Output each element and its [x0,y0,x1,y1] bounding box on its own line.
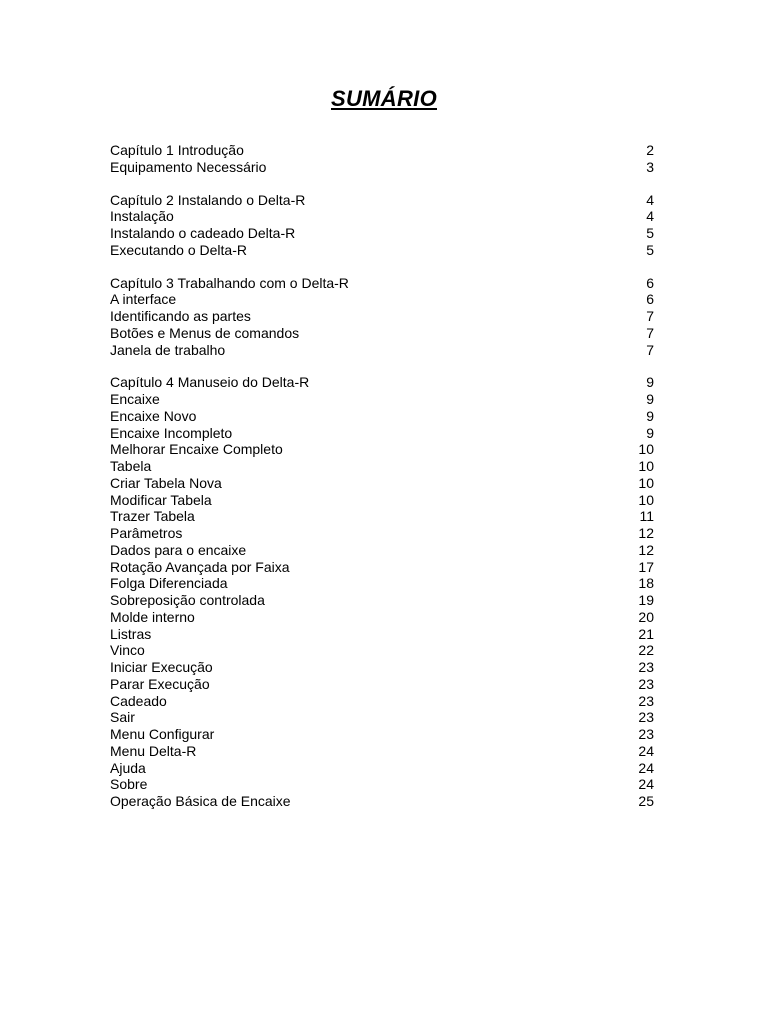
toc-entry-label: Encaixe [110,391,160,407]
toc-entry-label: Capítulo 4 Manuseio do Delta-R [110,374,310,391]
toc-entry [110,425,654,442]
toc-entry-label: Parâmetros [110,525,183,541]
toc-entry-label: Parar Execução [110,675,210,692]
toc-entry-page-number: 24 [638,742,654,759]
toc-entry-page-number: 11 [639,508,654,525]
toc-entry-label: Menu Delta-R [110,742,197,759]
toc-entry-page-number: 20 [638,608,654,625]
toc-entry [110,575,654,592]
toc-entry-page-number: 7 [646,341,654,358]
toc-entry [110,709,654,726]
toc-entry [110,275,654,292]
toc-entry-page-number: 5 [646,225,654,241]
toc-entry-label: Janela de trabalho [110,341,226,358]
toc-entry-page-number: 9 [646,391,654,407]
toc-entry-page-number: 23 [638,675,654,692]
toc-entry-label: Sobreposição controlada [110,592,265,608]
toc-section [110,192,654,259]
toc-entry-page-number: 18 [638,575,654,592]
toc-entry [110,626,654,643]
toc-entry-label: Encaixe Novo [110,407,197,424]
toc-entry [110,525,654,542]
toc-entry [110,408,654,425]
toc-entry [110,159,654,176]
toc-entry-page-number: 10 [638,458,654,474]
toc-entry [110,642,654,659]
toc-entry-page-number: 6 [646,291,654,308]
toc-entry [110,659,654,676]
toc-entry-label: Melhorar Encaixe Completo [110,441,283,458]
toc-entry-page-number: 9 [646,374,654,391]
toc-entry-label: Instalando o cadeado Delta-R [110,225,296,241]
toc-entry [110,342,654,359]
toc-entry [110,693,654,710]
toc-entry [110,559,654,576]
toc-entry-label: Tabela [110,458,152,474]
toc-entry-label: Rotação Avançada por Faixa [110,558,290,575]
table-of-contents [110,142,654,826]
toc-entry [110,542,654,559]
toc-entry-label: Cadeado [110,692,167,709]
toc-entry-label: Listras [110,625,152,642]
toc-entry [110,508,654,525]
toc-section [110,142,654,176]
toc-entry [110,609,654,626]
toc-entry [110,325,654,342]
toc-entry-label: Encaixe Incompleto [110,424,233,441]
toc-entry [110,291,654,308]
toc-entry-page-number: 10 [638,474,654,491]
toc-entry [110,192,654,209]
toc-entry-label: Operação Básica de Encaixe [110,793,291,809]
toc-entry-label: A interface [110,291,177,308]
toc-entry-label: Capítulo 1 Introdução [110,142,244,158]
toc-entry-label: Folga Diferenciada [110,575,228,592]
toc-entry-label: Ajuda [110,759,146,776]
toc-entry-page-number: 24 [638,776,654,793]
toc-entry [110,793,654,810]
toc-entry-label: Vinco [110,642,145,659]
toc-entry [110,475,654,492]
toc-entry-page-number: 24 [638,759,654,776]
toc-entry [110,308,654,325]
toc-entry-label: Molde interno [110,608,195,625]
toc-section [110,374,654,810]
toc-entry-page-number: 19 [638,592,654,608]
toc-entry [110,592,654,609]
toc-entry-page-number: 3 [646,158,654,175]
toc-entry-label: Dados para o encaixe [110,541,247,558]
toc-entry-label: Modificar Tabela [110,491,212,508]
toc-entry-page-number: 25 [638,793,654,809]
toc-entry-page-number: 23 [638,726,654,742]
toc-entry-page-number: 12 [638,525,654,541]
toc-entry [110,391,654,408]
toc-entry [110,760,654,777]
toc-entry-page-number: 7 [646,308,654,324]
toc-entry-page-number: 21 [638,625,654,642]
toc-entry [110,492,654,509]
toc-entry-page-number: 9 [646,407,654,424]
toc-entry [110,374,654,391]
toc-entry-label: Capítulo 2 Instalando o Delta-R [110,191,306,208]
page-title: SUMÁRIO [331,86,437,111]
toc-entry [110,458,654,475]
toc-entry-page-number: 17 [638,558,654,575]
toc-entry-page-number: 23 [638,692,654,709]
toc-entry-page-number: 2 [646,142,654,158]
toc-entry-label: Sair [110,709,135,726]
toc-entry-label: Iniciar Execução [110,659,213,675]
toc-entry-page-number: 4 [646,191,654,208]
toc-entry-page-number: 10 [638,441,654,458]
toc-entry-label: Trazer Tabela [110,508,195,525]
toc-entry-label: Criar Tabela Nova [110,474,222,491]
toc-entry [110,726,654,743]
toc-entry-label: Sobre [110,776,148,793]
toc-entry [110,225,654,242]
toc-entry-page-number: 10 [638,491,654,508]
toc-entry-label: Instalação [110,208,174,225]
toc-entry-label: Identificando as partes [110,308,251,324]
toc-entry [110,242,654,259]
toc-entry-label: Botões e Menus de comandos [110,324,300,341]
toc-entry-page-number: 4 [646,208,654,225]
toc-entry-label: Executando o Delta-R [110,241,247,258]
toc-entry [110,743,654,760]
toc-entry-page-number: 6 [646,274,654,291]
toc-entry-label: Menu Configurar [110,726,215,742]
toc-entry-label: Equipamento Necessário [110,158,267,175]
toc-entry-page-number: 5 [646,241,654,258]
toc-entry [110,776,654,793]
toc-entry-page-number: 12 [638,541,654,558]
toc-entry [110,142,654,159]
toc-section [110,275,654,359]
toc-entry [110,676,654,693]
toc-entry-label: Capítulo 3 Trabalhando com o Delta-R [110,274,349,291]
toc-entry-page-number: 9 [646,424,654,441]
toc-entry-page-number: 23 [638,709,654,726]
toc-entry-page-number: 22 [638,642,654,659]
toc-entry [110,441,654,458]
toc-entry-page-number: 23 [638,659,654,675]
toc-entry-page-number: 7 [646,324,654,341]
toc-entry [110,208,654,225]
